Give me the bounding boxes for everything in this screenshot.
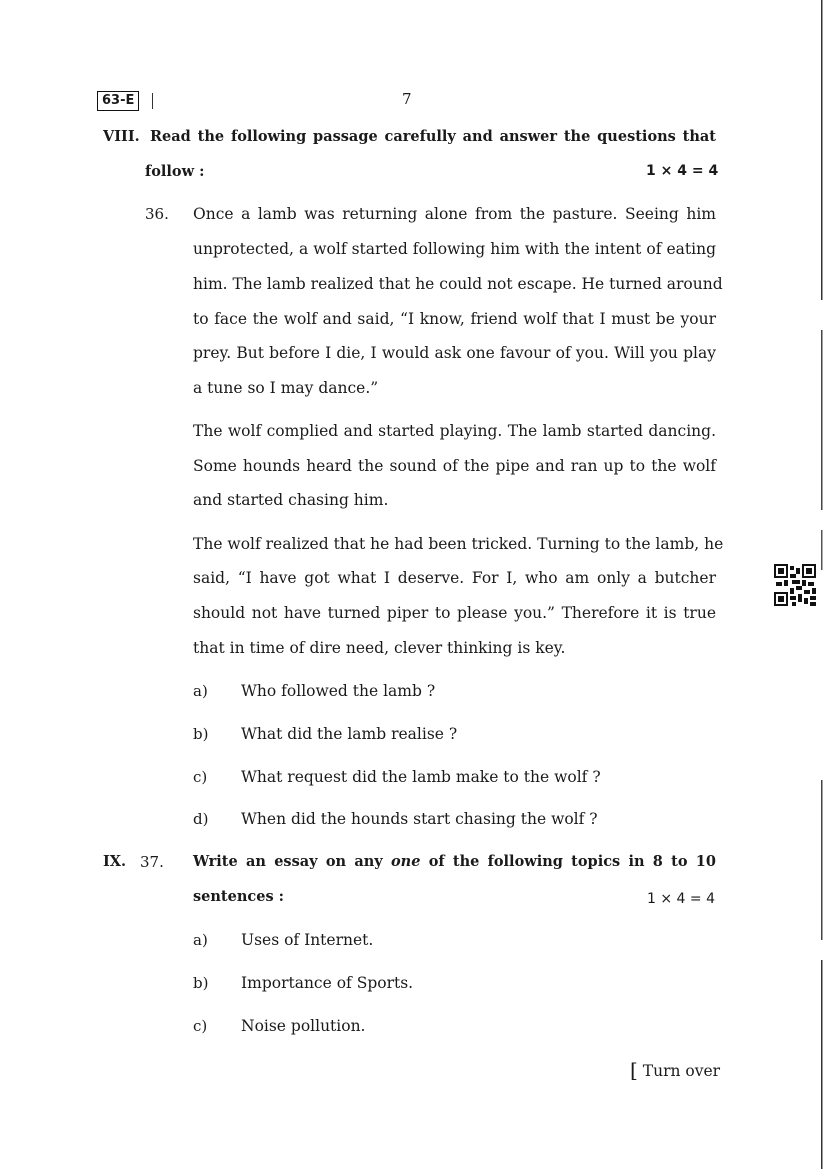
topic-letter: a) xyxy=(193,931,208,949)
instruction-text-post: of the following topics in 8 to 10 xyxy=(420,853,716,870)
divider-tick xyxy=(152,93,153,109)
question-text: What request did the lamb make to the wolf ? xyxy=(241,768,601,786)
question-text: When did the hounds start chasing the wolf ? xyxy=(241,810,598,828)
passage-line: a tune so I may dance.” xyxy=(193,379,379,397)
section-8-instruction-line2: follow : xyxy=(145,163,205,180)
topic-text: Importance of Sports. xyxy=(241,974,414,992)
section-numeral-9: IX. xyxy=(103,853,127,870)
passage-line: to face the wolf and said, “I know, friend wolf that I must be your xyxy=(193,310,716,328)
question-letter: b) xyxy=(193,725,209,743)
turn-over-note xyxy=(630,1057,720,1081)
passage-line: him. The lamb realized that he could not escape. He turned around xyxy=(193,275,723,293)
section-9-instruction-line2: sentences : xyxy=(193,888,285,905)
question-letter: c) xyxy=(193,768,208,786)
passage-line: prey. But before I die, I would ask one favour of you. Will you play xyxy=(193,344,716,362)
passage-line: Some hounds heard the sound of the pipe and ran up to the wolf xyxy=(193,457,716,475)
passage-line: Once a lamb was returning alone from the pasture. Seeing him xyxy=(193,205,716,223)
question-number-37: 37. xyxy=(140,853,164,871)
topic-letter: b) xyxy=(193,974,209,992)
section-8-instruction-line1: Read the following passage carefully and answer the questions that xyxy=(150,128,716,145)
section-9-instruction-line1 xyxy=(193,853,716,870)
qr-code-icon xyxy=(774,564,816,606)
topic-letter: c) xyxy=(193,1017,208,1035)
section-9-marks: 1 × 4 = 4 xyxy=(647,891,715,907)
paper-code-box: 63-E xyxy=(97,91,139,111)
passage-line: unprotected, a wolf started following him with the intent of eating xyxy=(193,240,716,258)
passage-line: and started chasing him. xyxy=(193,491,389,509)
section-8-marks: 1 × 4 = 4 xyxy=(646,163,719,179)
page-number: 7 xyxy=(402,90,412,108)
topic-text: Uses of Internet. xyxy=(241,931,374,949)
passage-line: that in time of dire need, clever thinking is key. xyxy=(193,639,566,657)
instruction-emphasis: one xyxy=(390,853,421,870)
passage-line: said, “I have got what I deserve. For I, who am only a butcher xyxy=(193,569,716,587)
question-letter: d) xyxy=(193,810,209,828)
question-text: What did the lamb realise ? xyxy=(241,725,458,743)
question-text: Who followed the lamb ? xyxy=(241,682,436,700)
scan-edge-marks xyxy=(820,0,824,1169)
section-numeral-8: VIII. xyxy=(103,128,140,145)
passage-line: should not have turned piper to please you.” Therefore it is true xyxy=(193,604,716,622)
passage-line: The wolf realized that he had been tricked. Turning to the lamb, he xyxy=(193,535,724,553)
question-number-36: 36. xyxy=(145,205,169,223)
passage-line: The wolf complied and started playing. The lamb started dancing. xyxy=(193,422,716,440)
bracket-glyph: [ xyxy=(630,1058,638,1082)
question-letter: a) xyxy=(193,682,208,700)
topic-text: Noise pollution. xyxy=(241,1017,366,1035)
instruction-text-pre: Write an essay on any xyxy=(193,853,391,870)
turn-over-text: Turn over xyxy=(642,1062,721,1080)
